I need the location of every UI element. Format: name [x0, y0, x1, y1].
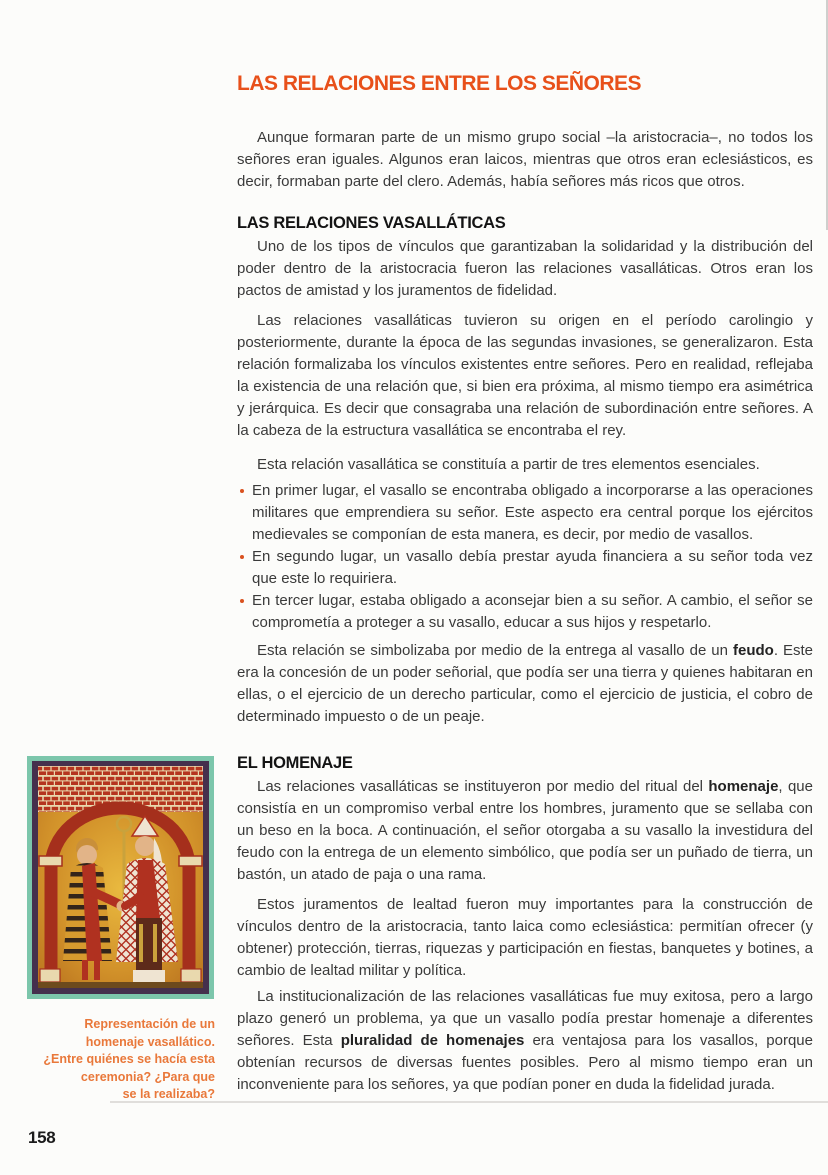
bullet-item: En tercer lugar, estaba obligado a aconsejar bien a su señor. A cambio, el señor se comprometía a proteger a su vasallo, educar a sus hijos y respetarlo. [237, 590, 813, 634]
scan-artifact-bottom-line [110, 1101, 828, 1103]
paragraph: Uno de los tipos de vínculos que garantizaban la solidaridad y la distribución del poder dentro de la aristocracia fueron las relaciones vasalláticas. Otros eran los pactos de amistad y los juramentos de fidelidad. [237, 238, 813, 299]
homage-illustration [27, 756, 214, 999]
bullet-item: En segundo lugar, un vasallo debía prestar ayuda financiera a su señor toda vez que este lo requiriera. [237, 546, 813, 590]
caption-line: ceremonia? ¿Para que [80, 1069, 215, 1084]
caption-line: Representación de un [84, 1017, 215, 1031]
paragraph: Esta relación se simbolizaba por medio de la entrega al vasallo de un feudo. Este era la concesión de un poder señorial, que podía ser una tierra y quienes habitaran en ellas, o el ejercicio de un derecho particular, como el ejercicio de justicia, el cobro de determinado impuesto o de un peaje. [237, 642, 813, 725]
bullet-list [237, 480, 813, 634]
homage-figure [27, 756, 214, 999]
bullet-item: En primer lugar, el vasallo se encontraba obligado a incorporarse a las operaciones militares que emprendiera su señor. Este aspecto era central porque los ejércitos medievales se componían de esta manera, es decir, por medio de vasallos. [237, 480, 813, 546]
paragraph: Estos juramentos de lealtad fueron muy importantes para la construcción de vínculos dentro de la aristocracia, tanto laica como eclesiástica: permitían ofrecer (y obtener) protección, tierras, riquezas y participación en fiestas, banquetes y botines, a cambio de lealtad militar y política. [237, 896, 813, 979]
paragraph: Las relaciones vasalláticas tuvieron su origen en el período carolingio y posteriormente, durante la época de las segundas invasiones, se generalizaron. Esta relación formalizaba los vínculos existentes entre señores. Pero en realidad, reflejaba la existencia de una relación que, si bien era próxima, al mismo tiempo era asimétrica y jerárquica. Es decir que consagraba una relación de subordinación entre señores. A la cabeza de la estructura vasallática se encontraba el rey. [237, 312, 813, 439]
intro-paragraph: Aunque formaran parte de un mismo grupo social –la aristocracia–, no todos los señores eran iguales. Algunos eran laicos, mientras que otros eran eclesiásticos, es decir, formaban parte del clero. Además, había señores más ricos que otros. [237, 129, 813, 190]
caption-line: se la realizaba? [122, 1087, 215, 1101]
paragraph: Esta relación vasallática se constituía a partir de tres elementos esenciales. [257, 456, 760, 473]
paragraph: La institucionalización de las relaciones vasalláticas fue muy exitosa, pero a largo plazo generó un problema, ya que un vasallo podía prestar homenaje a diferentes señores. Esta pluralidad de homenajes era ventajosa para los vasallos, porque obtenían recursos de diversas fuentes posibles. Pero al mismo tiempo eran un inconveniente para los señores, ya que podían poner en duda la fidelidad jurada. [237, 988, 813, 1093]
page-title: LAS RELACIONES ENTRE LOS SEÑORES [237, 72, 642, 95]
caption-line: homenaje vasallático. [85, 1034, 215, 1049]
section-heading-vasallaticas: LAS RELACIONES VASALLÁTICAS [237, 214, 506, 232]
section-heading-homenaje: EL HOMENAJE [237, 754, 353, 772]
article-column [237, 0, 813, 1096]
page-number: 158 [28, 1128, 56, 1147]
figure-caption [30, 1016, 215, 1104]
paragraph: Las relaciones vasalláticas se instituyeron por medio del ritual del homenaje, que consistía en un compromiso verbal entre los hombres, juramento que se sellaba con un beso en la boca. A continuación, el señor otorgaba a su vasallo la investidura del feudo con la entrega de un elemento simbólico, que podía ser un puñado de tierra, un bastón, un atado de paja o una rama. [237, 778, 813, 883]
caption-line: ¿Entre quiénes se hacía esta [43, 1052, 215, 1066]
